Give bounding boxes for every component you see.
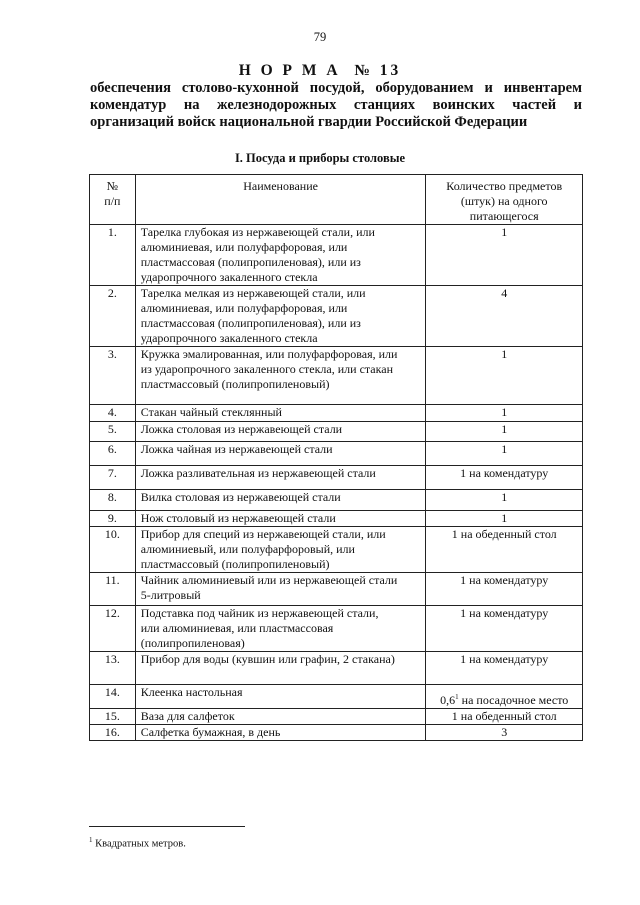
row-quantity-value: 1 на обеденный стол xyxy=(451,709,557,723)
header-qty-line: (штук) на одного xyxy=(460,194,548,208)
row-quantity xyxy=(426,652,583,685)
row-number: 10. xyxy=(90,527,136,573)
row-name-line: пластмассовый (полипропиленовый) xyxy=(140,377,330,391)
row-quantity xyxy=(426,527,583,573)
row-quantity-value: 1 xyxy=(501,422,508,436)
row-name xyxy=(135,286,426,347)
row-name-line: пластмассовая (полипропиленовая), или из xyxy=(140,255,361,269)
row-name-line: Ваза для салфеток xyxy=(140,709,235,723)
row-quantity xyxy=(426,347,583,405)
row-quantity-value: 3 xyxy=(501,725,508,739)
row-name-line: Вилка столовая из нержавеющей стали xyxy=(140,490,341,504)
table-row xyxy=(90,573,583,606)
row-quantity-value: 1 на комендатуру xyxy=(460,466,549,480)
row-number: 8. xyxy=(90,490,136,511)
row-name-line: или алюминиевая, или пластмассовая xyxy=(140,621,334,635)
row-name-line: (полипропиленовая) xyxy=(140,636,245,650)
table-row xyxy=(90,466,583,490)
table-body xyxy=(90,225,583,741)
row-number: 13. xyxy=(90,652,136,685)
table-row xyxy=(90,422,583,442)
row-name xyxy=(135,527,426,573)
row-name-line: алюминиевая, или полуфарфоровая, или xyxy=(140,240,348,254)
row-name-line: 5-литровый xyxy=(140,588,201,602)
row-name-line: Прибор для воды (кувшин или графин, 2 стакана) xyxy=(140,652,395,666)
row-quantity xyxy=(426,573,583,606)
row-number: 14. xyxy=(90,685,136,709)
row-quantity-value: 1 на комендатуру xyxy=(460,573,549,587)
header-qty-line: питающегося xyxy=(469,209,539,223)
header-num-line: № xyxy=(106,179,119,193)
footnote xyxy=(89,836,186,850)
row-quantity xyxy=(426,405,583,422)
row-name xyxy=(135,709,426,725)
row-number: 5. xyxy=(90,422,136,442)
table-row xyxy=(90,347,583,405)
row-name-line: алюминиевый, или полуфарфоровый, или xyxy=(140,542,355,556)
row-name xyxy=(135,405,426,422)
row-quantity-value: 1 на комендатуру xyxy=(460,606,549,620)
table-row xyxy=(90,652,583,685)
row-number: 9. xyxy=(90,511,136,527)
row-quantity-value: 1 xyxy=(501,511,508,525)
row-name-line: ударопрочного закаленного стекла xyxy=(140,270,318,284)
footnote-divider xyxy=(89,826,245,827)
row-quantity xyxy=(426,490,583,511)
row-number: 3. xyxy=(90,347,136,405)
table-row xyxy=(90,225,583,286)
row-quantity xyxy=(426,685,583,709)
norm-subtitle xyxy=(90,80,582,131)
row-name-line: Ложка разливательная из нержавеющей стали xyxy=(140,466,376,480)
subtitle-line: комендатур на железнодорожных станциях воинских частей и xyxy=(90,97,582,113)
row-name xyxy=(135,442,426,466)
row-name-line: Подставка под чайник из нержавеющей стали, xyxy=(140,606,379,620)
row-number: 12. xyxy=(90,606,136,652)
row-name-line: Тарелка глубокая из нержавеющей стали, или xyxy=(140,225,375,239)
table-row xyxy=(90,606,583,652)
row-quantity xyxy=(426,466,583,490)
row-name-line: пластмассовый (полипропиленовый) xyxy=(140,557,330,571)
row-quantity xyxy=(426,511,583,527)
row-name-line: Нож столовый из нержавеющей стали xyxy=(140,511,336,525)
section-title: I. Посуда и приборы столовые xyxy=(234,151,406,165)
row-number: 16. xyxy=(90,725,136,741)
header-name xyxy=(135,175,426,225)
row-name-line: Чайник алюминиевый или из нержавеющей стали xyxy=(140,573,398,587)
row-number: 15. xyxy=(90,709,136,725)
row-quantity xyxy=(426,606,583,652)
table-row xyxy=(90,709,583,725)
norm-table xyxy=(89,174,583,741)
subtitle-line: обеспечения столово-кухонной посудой, оборудованием и инвентарем xyxy=(90,80,582,96)
header-qty-line: Количество предметов xyxy=(446,179,563,193)
row-number: 7. xyxy=(90,466,136,490)
row-name xyxy=(135,511,426,527)
row-name-line: пластмассовая (полипропиленовая), или из xyxy=(140,316,361,330)
table-row xyxy=(90,405,583,422)
subtitle-line: организаций войск национальной гвардии Российской Федерации xyxy=(90,114,528,130)
row-quantity-value: 1 xyxy=(501,347,508,361)
row-quantity-value: 1 на обеденный стол xyxy=(451,527,557,541)
row-quantity xyxy=(426,225,583,286)
row-quantity-value: 1 xyxy=(501,490,508,504)
header-num-line: п/п xyxy=(104,194,121,208)
row-name xyxy=(135,225,426,286)
row-name xyxy=(135,347,426,405)
row-quantity xyxy=(426,709,583,725)
header-name-text: Наименование xyxy=(243,179,318,193)
footnote-mark: 1 xyxy=(89,836,93,844)
row-name-line: Клеенка настольная xyxy=(140,685,243,699)
header-qty xyxy=(426,175,583,225)
header-num xyxy=(90,175,136,225)
row-name-line: Тарелка мелкая из нержавеющей стали, или xyxy=(140,286,366,300)
row-name xyxy=(135,685,426,709)
row-name-line: из ударопрочного закаленного стекла, или стакан xyxy=(140,362,394,376)
row-quantity xyxy=(426,422,583,442)
row-name xyxy=(135,606,426,652)
row-number: 4. xyxy=(90,405,136,422)
row-quantity-unit: на посадочное место xyxy=(458,693,569,707)
row-quantity xyxy=(426,286,583,347)
norm-title: Н О Р М А № 13 xyxy=(238,62,402,79)
table-row xyxy=(90,286,583,347)
row-name-line: Кружка эмалированная, или полуфарфоровая, или xyxy=(140,347,398,361)
row-name xyxy=(135,725,426,741)
row-name-line: Ложка столовая из нержавеющей стали xyxy=(140,422,343,436)
table-row xyxy=(90,490,583,511)
row-name-line: Стакан чайный стеклянный xyxy=(140,405,282,419)
table-header-row xyxy=(90,175,583,225)
row-number: 1. xyxy=(90,225,136,286)
row-name-line: алюминиевая, или полуфарфоровая, или xyxy=(140,301,348,315)
row-quantity-value: 4 xyxy=(501,286,508,300)
row-number: 2. xyxy=(90,286,136,347)
row-quantity-value: 1 xyxy=(501,405,508,419)
row-quantity-value: 1 xyxy=(501,442,508,456)
table-row xyxy=(90,725,583,741)
footnote-reference: 1 xyxy=(455,693,459,701)
row-name xyxy=(135,422,426,442)
footnote-text: Квадратных метров. xyxy=(92,838,186,850)
row-quantity xyxy=(426,725,583,741)
row-number: 6. xyxy=(90,442,136,466)
table-row xyxy=(90,442,583,466)
row-name-line: Ложка чайная из нержавеющей стали xyxy=(140,442,333,456)
row-name-line: Салфетка бумажная, в день xyxy=(140,725,281,739)
row-quantity-value: 1 xyxy=(501,225,508,239)
row-name xyxy=(135,490,426,511)
page-number: 79 xyxy=(313,30,327,44)
row-quantity-value: 1 на комендатуру xyxy=(460,652,549,666)
row-quantity xyxy=(426,442,583,466)
row-quantity-value: 0,6 xyxy=(440,693,456,707)
table-row xyxy=(90,527,583,573)
row-name xyxy=(135,652,426,685)
row-name-line: Прибор для специй из нержавеющей стали, или xyxy=(140,527,386,541)
row-name xyxy=(135,573,426,606)
row-name xyxy=(135,466,426,490)
row-name-line: ударопрочного закаленного стекла xyxy=(140,331,318,345)
table-row xyxy=(90,685,583,709)
table-row xyxy=(90,511,583,527)
row-number: 11. xyxy=(90,573,136,606)
